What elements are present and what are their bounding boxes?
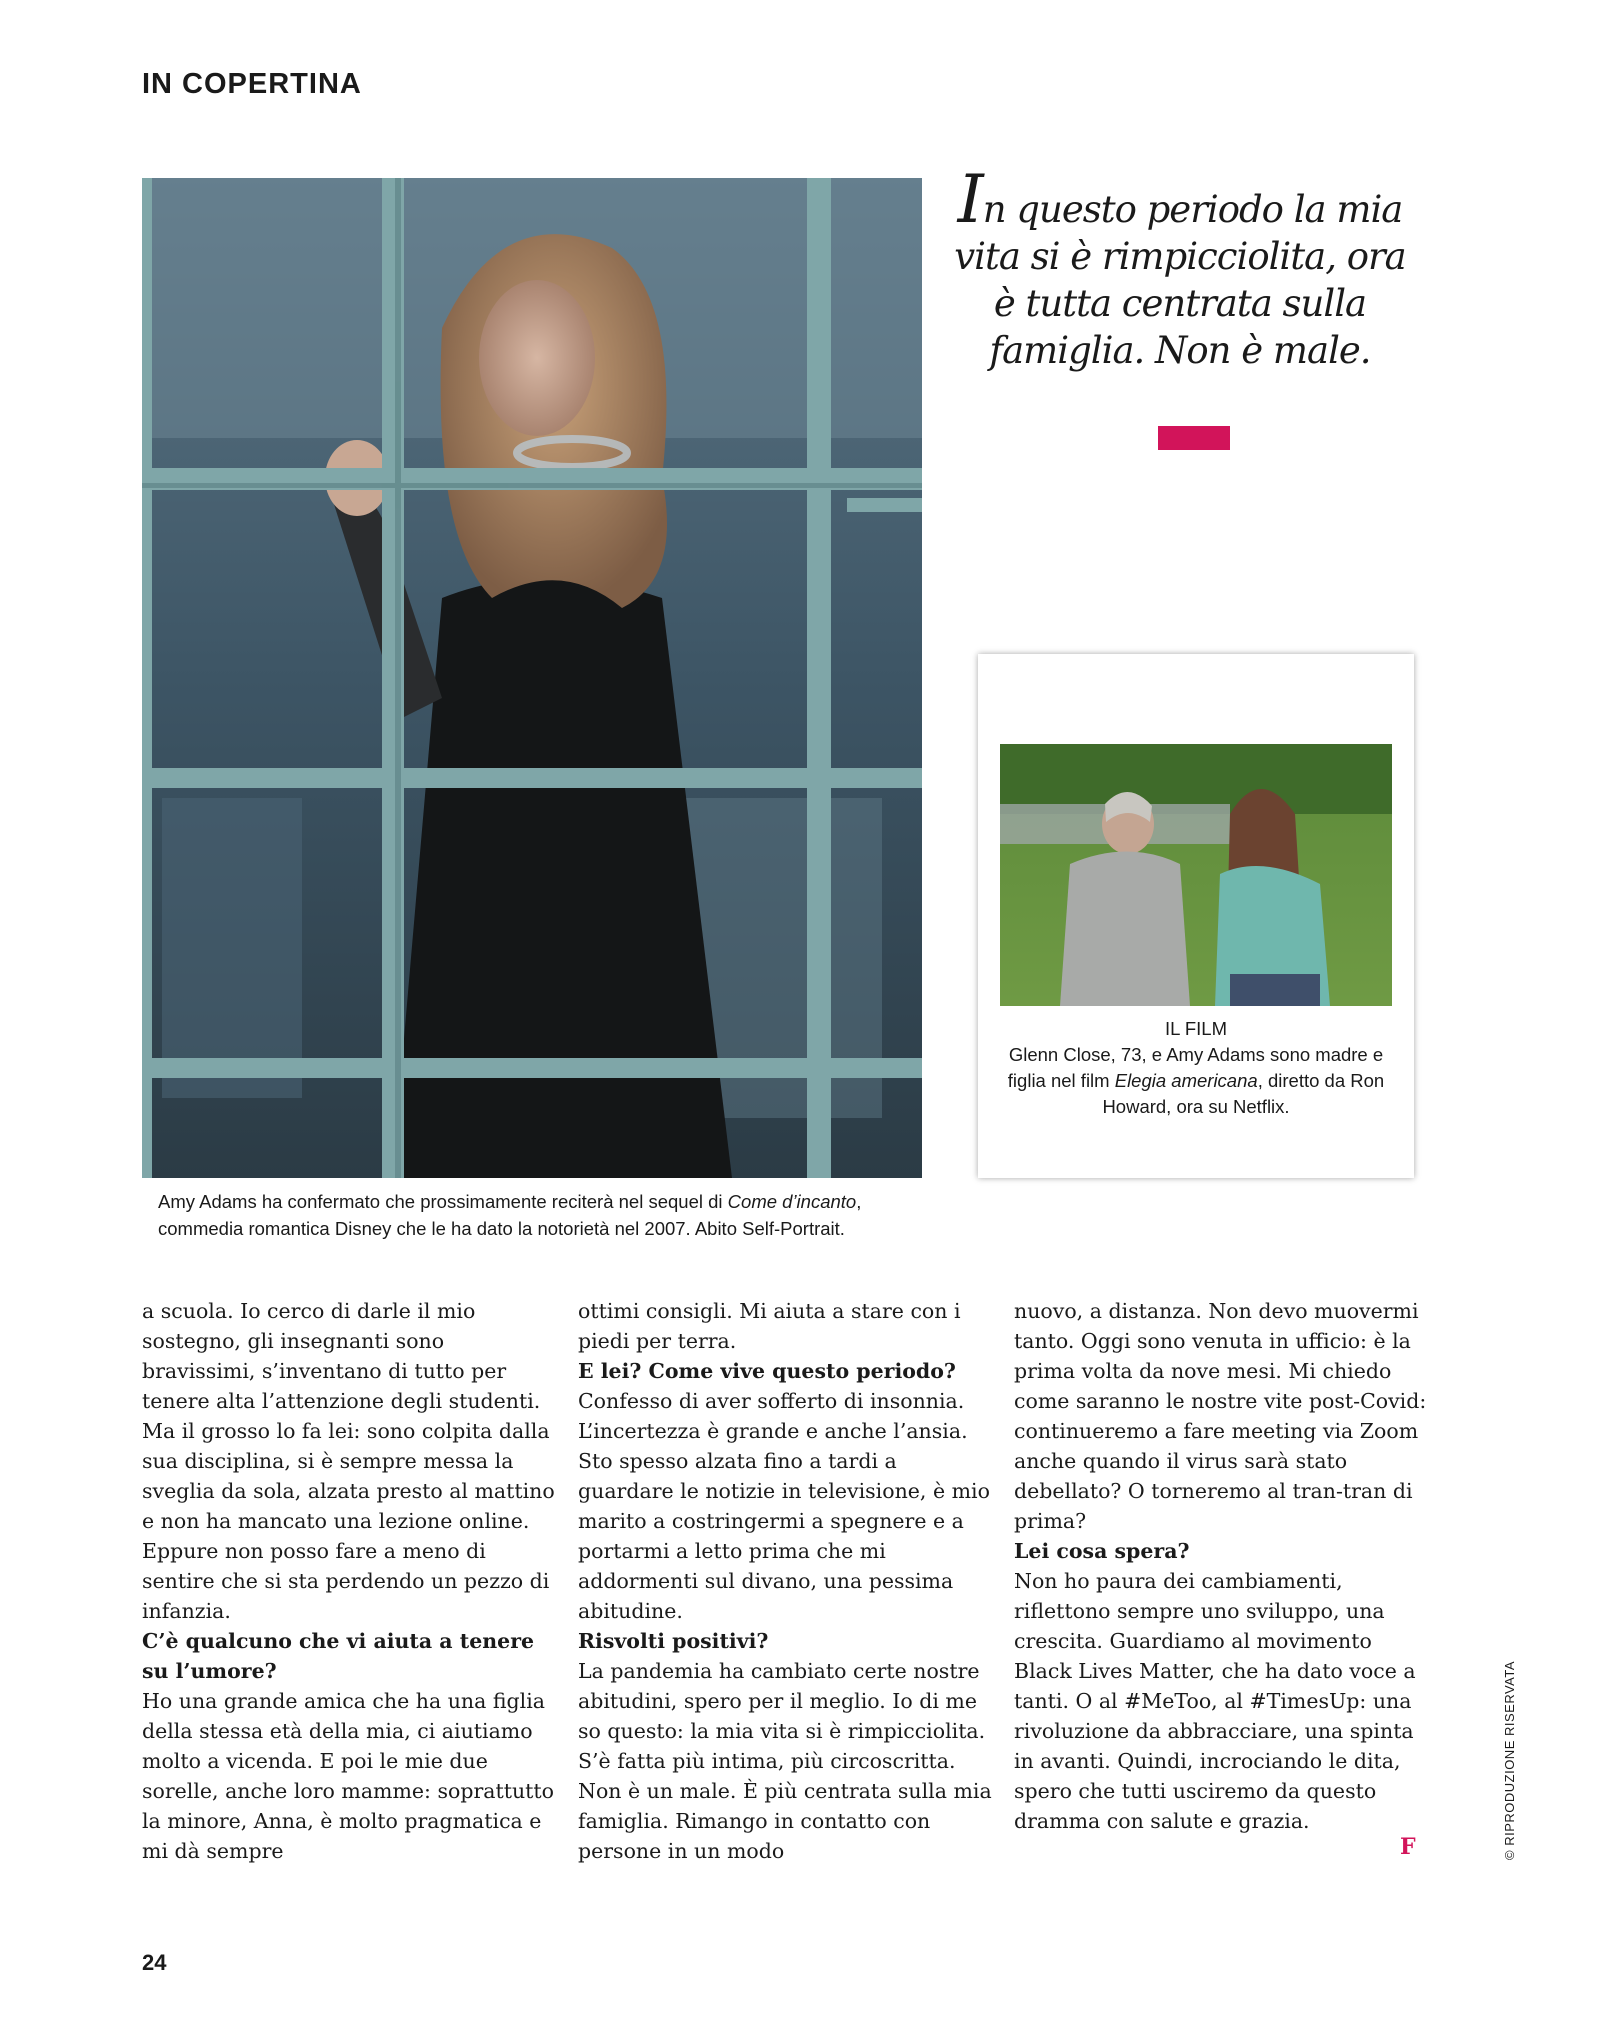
portrait-photo <box>142 178 922 1178</box>
interview-question: E lei? Come vive questo periodo? <box>578 1359 956 1383</box>
paragraph: Ho una grande amica che ha una figlia della stessa età della mia, ci aiutiamo molto a vicenda. E poi le mie due sorelle, anche loro mamme: soprattutto la minore, Anna, è molto pragmatica e mi dà sempre <box>142 1689 554 1863</box>
film-description <box>988 1042 1404 1120</box>
interview-question: Risvolti positivi? <box>578 1629 769 1653</box>
article-column-1 <box>142 1296 562 1866</box>
film-title: IL FILM <box>1164 1018 1228 1039</box>
page-number: 24 <box>142 1950 167 1975</box>
quote-text: n questo periodo la mia vita si è rimpicciolita, ora è tutta centrata sulla famiglia. Non è male. <box>954 188 1406 372</box>
copyright-notice: © RIPRODUZIONE RISERVATA <box>1502 1660 1517 1860</box>
film-text: Glenn Close, 73, e Amy Adams sono madre e figlia nel film <box>1007 1044 1384 1091</box>
paragraph: ottimi consigli. Mi aiuta a stare con i piedi per terra. <box>578 1299 961 1353</box>
portrait-photo-icon <box>142 178 922 1178</box>
film-sidebar <box>978 654 1414 1178</box>
interview-question: C’è qualcuno che vi aiuta a tenere su l’umore? <box>142 1629 535 1683</box>
film-still-icon <box>1000 744 1392 1006</box>
film-text-end: , diretto da Ron Howard, ora su Netflix. <box>1102 1070 1385 1117</box>
article-column-2 <box>578 1296 998 1866</box>
paragraph: La pandemia ha cambiato certe nostre abitudini, spero per il meglio. Io di me so questo: la mia vita si è rimpicciolita. S’è fatta più intima, più circoscritta. Non è un male. È più centrata sulla mia famiglia. Rimango in contatto con persone in un modo <box>578 1659 992 1863</box>
caption-film-title: Come d’incanto <box>727 1191 857 1212</box>
film-name: Elegia americana <box>1114 1070 1258 1091</box>
end-mark: F <box>1400 1834 1416 1860</box>
paragraph: Confesso di aver sofferto di insonnia. L’incertezza è grande e anche l’ansia. Sto spesso alzata fino a tardi a guardare le notizie in televisione, è mio marito a costringermi a spegnere e a portarmi a letto prima che mi addormenti sul divano, una pessima abitudine. <box>578 1389 990 1623</box>
article-column-3 <box>1014 1296 1434 1836</box>
main-photo-caption <box>158 1188 928 1242</box>
paragraph: Non ho paura dei cambiamenti, riflettono sempre uno sviluppo, una crescita. Guardiamo al movimento Black Lives Matter, che ha dato voce a tanti. O al #MeToo, al #TimesUp: una rivoluzione da abbracciare, una spinta in avanti. Quindi, incrociando le dita, spero che tutti usciremo da questo dramma con salute e grazia. <box>1014 1569 1416 1833</box>
section-label: IN COPERTINA <box>142 68 362 100</box>
interview-question: Lei cosa spera? <box>1014 1539 1190 1563</box>
quote-accent-bar <box>1158 426 1230 450</box>
film-still-photo <box>1000 744 1392 1006</box>
caption-text: Amy Adams ha confermato che prossimamente reciterà nel sequel di <box>158 1191 728 1212</box>
paragraph: nuovo, a distanza. Non devo muovermi tanto. Oggi sono venuta in ufficio: è la prima volta da nove mesi. Mi chiedo come saranno le nostre vite post-Covid: continueremo a fare meeting via Zoom anche quando il virus sarà stato debellato? O torneremo al tran-tran di prima? <box>1014 1299 1427 1533</box>
paragraph: a scuola. Io cerco di darle il mio sostegno, gli insegnanti sono bravissimi, s’inventano di tutto per tenere alta l’attenzione degli studenti. Ma il grosso lo fa lei: sono colpita dalla sua disciplina, si è sempre messa la sveglia da sola, alzata presto al mattino e non ha mancato una lezione online. Eppure non posso fare a meno di sentire che si sta perdendo un pezzo di infanzia. <box>142 1299 555 1623</box>
pull-quote <box>950 161 1410 374</box>
caption-text-end: , commedia romantica Disney che le ha dato la notorietà nel 2007. Abito Self-Portrait. <box>158 1191 862 1239</box>
quote-dropcap: I <box>957 161 983 238</box>
film-caption <box>988 1016 1404 1120</box>
